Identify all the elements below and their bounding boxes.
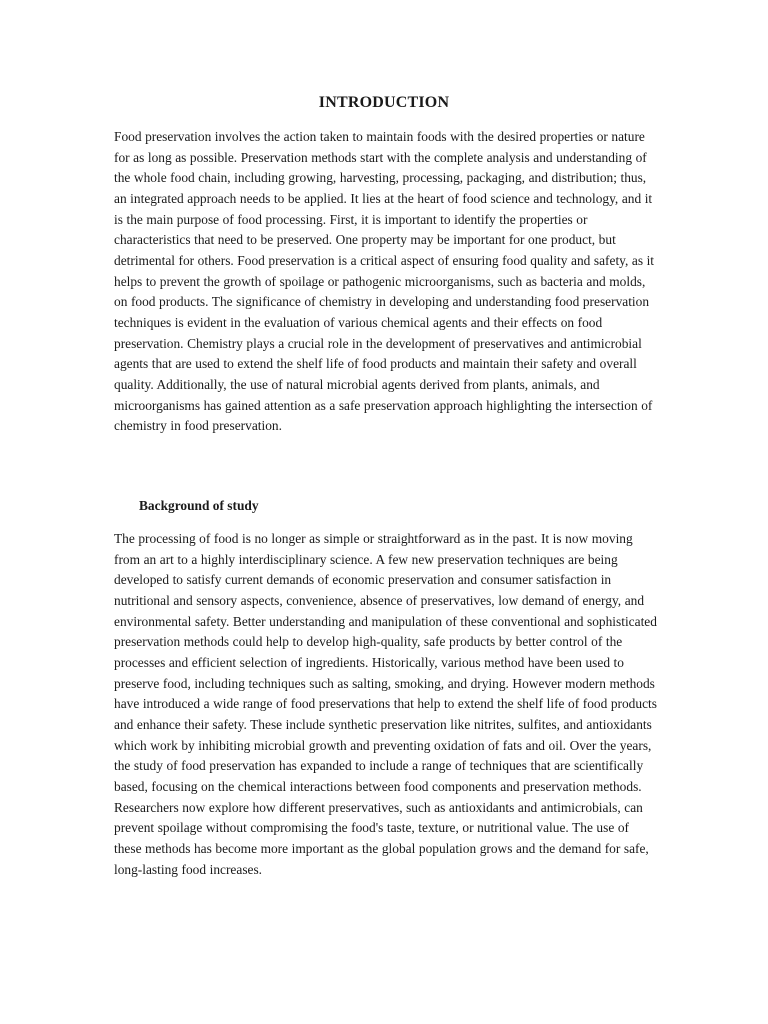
section-heading: Background of study — [139, 498, 259, 513]
page-title: INTRODUCTION — [318, 94, 450, 111]
background-paragraph: The processing of food is no longer as simple or straightforward as in the past. It is now moving from an art to a highly interdisciplinary science. A few new preservation techniques are being developed to satisfy current demands of economic preservation and consumer satisfaction in nutritional and sensory aspects, convenience, absence of preservatives, low demand of energy, and environmental safety. Better understanding and manipulation of these conventional and sophisticated preservation methods could help to develop high-quality, safe products by better control of the processes and efficient selection of ingredients. Historically, various method have been used to preserve food, including techniques such as salting, smoking, and drying. However modern methods have introduced a wide range of food preservations that help to extend the shelf life of food products and enhance their safety. These include synthetic preservation like nitrites, sulfites, and antioxidants which work by inhibiting microbial growth and preventing oxidation of fats and oil. Over the years, the study of food preservation has expanded to include a range of techniques that are scientifically based, focusing on the chemical interactions between food components and preservation methods. Researchers now explore how different preservatives, such as antioxidants and antimicrobials, can prevent spoilage without compromising the food's taste, texture, or nutritional value. The use of these methods has become more important as the global population grows and the demand for safe, long-lasting food increases. — [114, 531, 657, 877]
intro-paragraph: Food preservation involves the action taken to maintain foods with the desired properties or nature for as long as possible. Preservation methods start with the complete analysis and understanding of the whole food chain, including growing, harvesting, processing, packaging, and distribution; thus, an integrated approach needs to be applied. It lies at the heart of food science and technology, and it is the main purpose of food processing. First, it is important to identify the properties or characteristics that need to be preserved. One property may be important for one product, but detrimental for others. Food preservation is a critical aspect of ensuring food quality and safety, as it helps to prevent the growth of spoilage or pathogenic microorganisms, such as bacteria and molds, on food products. The significance of chemistry in developing and understanding food preservation techniques is evident in the evaluation of various chemical agents and their effects on food preservation. Chemistry plays a crucial role in the development of preservatives and antimicrobial agents that are used to extend the shelf life of food products and maintain their safety and overall quality. Additionally, the use of natural microbial agents derived from plants, animals, and microorganisms has gained attention as a safe preservation approach highlighting the intersection of chemistry in food preservation. — [114, 129, 655, 434]
